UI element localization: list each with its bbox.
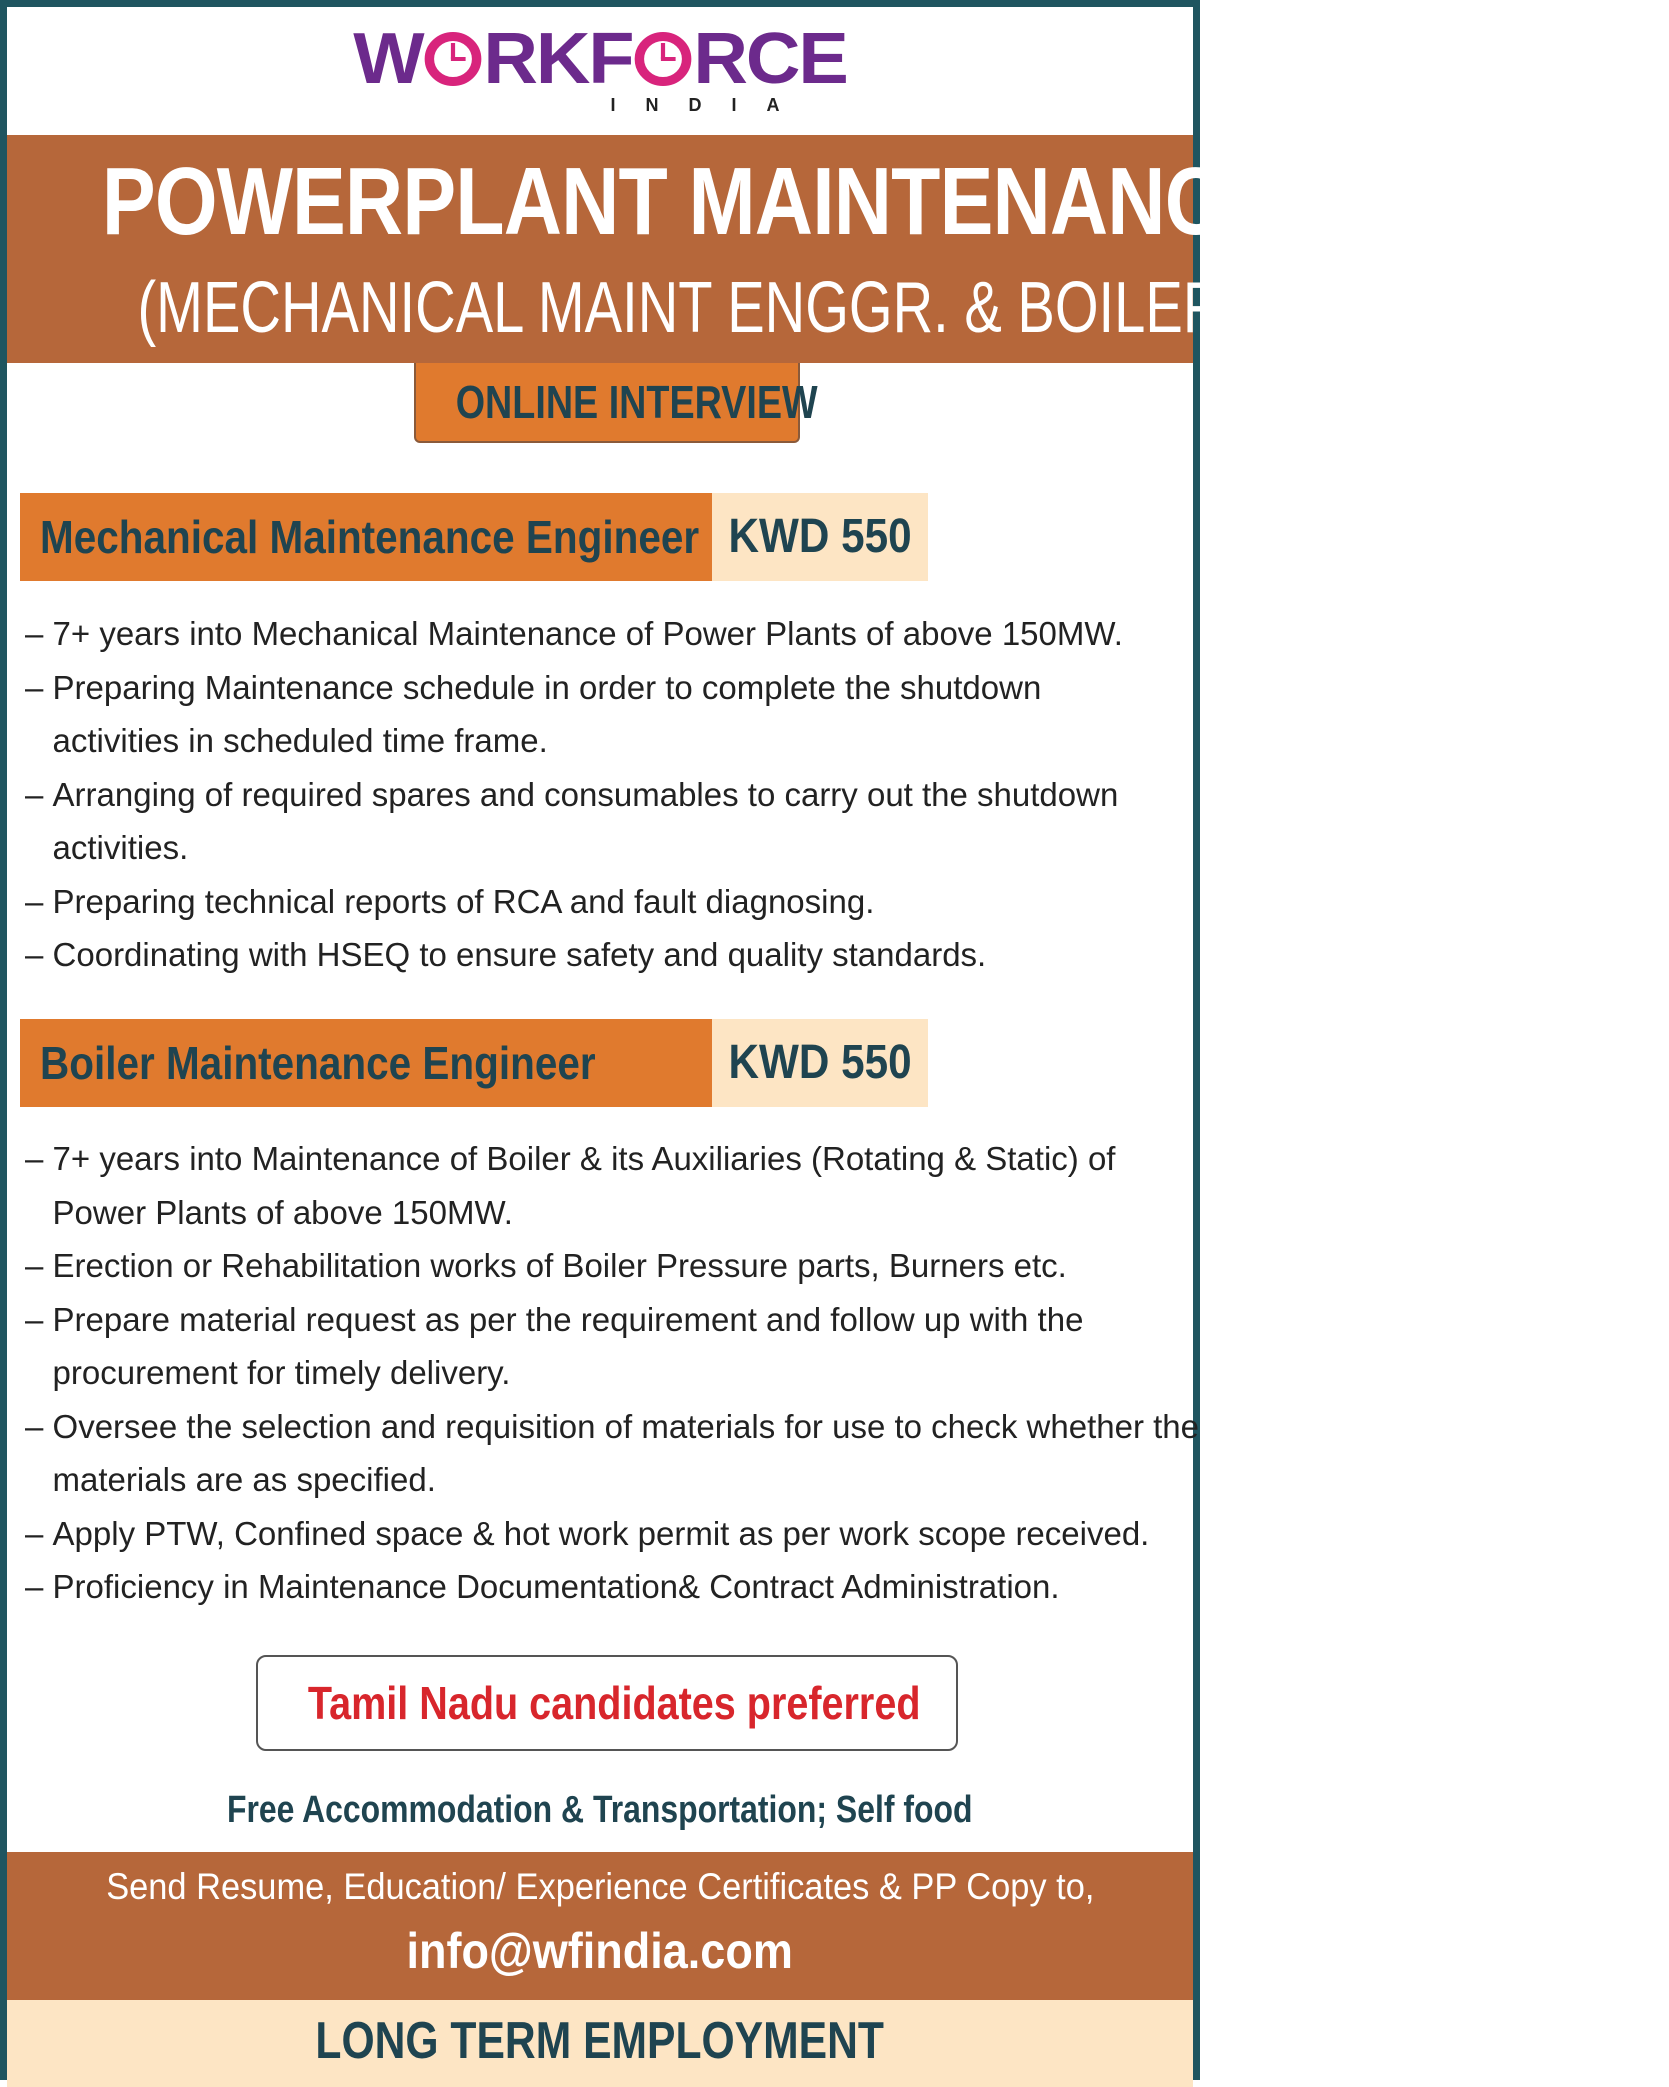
perks-text: Free Accommodation & Transportation; Self food: [227, 1789, 973, 1831]
list-item: – Prepare material request as per the requirement and follow up with the procurement for timely delivery.: [25, 1300, 1084, 1391]
job-salary: KWD 550: [712, 493, 928, 581]
list-item: – Oversee the selection and requisition of materials for use to check whether the materials are as specified.: [25, 1407, 1199, 1498]
clock-icon: [425, 32, 482, 86]
list-item: – Preparing Maintenance schedule in order to complete the shutdown activities in scheduled time frame.: [25, 668, 1042, 759]
long-term-employment-bar: LONG TERM EMPLOYMENT: [7, 2000, 1193, 2087]
list-item: – 7+ years into Mechanical Maintenance of Power Plants of above 150MW.: [25, 615, 1123, 652]
list-item: – Preparing technical reports of RCA and fault diagnosing.: [25, 882, 875, 920]
logo-subtitle: INDIA: [610, 95, 810, 115]
online-interview-badge: ONLINE INTERVIEW: [414, 363, 800, 443]
logo-letter-w: W: [353, 19, 423, 99]
headline-subtitle: (MECHANICAL MAINT ENGGR. & BOILER MAINT ENGGR.): [137, 268, 1669, 348]
workforce-logo: [7, 21, 1193, 97]
list-item: – Coordinating with HSEQ to ensure safety and quality standards.: [25, 936, 987, 973]
send-resume-text: Send Resume, Education/ Experience Certificates & PP Copy to,: [105, 1866, 1095, 1907]
logo-letters-rkf: RKF: [483, 19, 633, 99]
footer-contact-banner: [7, 1852, 1193, 2000]
contact-email[interactable]: info@wfindia.com: [406, 1923, 794, 1979]
job-title: Mechanical Maintenance Engineer: [20, 493, 712, 581]
logo-letters-rce: RCE: [693, 19, 847, 99]
job-bullets-mechanical: [25, 607, 1183, 982]
job-title: Boiler Maintenance Engineer: [20, 1019, 712, 1107]
list-item: – Apply PTW, Confined space & hot work permit as per work scope received.: [25, 1514, 1150, 1552]
list-item: – Arranging of required spares and consumables to carry out the shutdown activities.: [25, 775, 1119, 866]
target-icon: [635, 32, 692, 86]
preferred-candidates-box: Tamil Nadu candidates preferred: [256, 1655, 958, 1751]
logo-wordmark: [353, 21, 846, 97]
job-header-boiler: [20, 1019, 928, 1107]
list-item: – Erection or Rehabilitation works of Boiler Pressure parts, Burners etc.: [25, 1247, 1067, 1284]
job-bullets-boiler: [25, 1132, 1199, 1614]
headline-title: POWERPLANT MAINTENANCE - KUWAIT: [101, 148, 1658, 255]
list-item: – Proficiency in Maintenance Documentation& Contract Administration.: [25, 1568, 1060, 1605]
job-salary: KWD 550: [712, 1019, 928, 1107]
headline-banner: [7, 135, 1669, 363]
list-item: – 7+ years into Maintenance of Boiler & its Auxiliaries (Rotating & Static) of Power Plants of above 150MW.: [25, 1140, 1116, 1231]
job-header-mechanical: [20, 493, 928, 581]
